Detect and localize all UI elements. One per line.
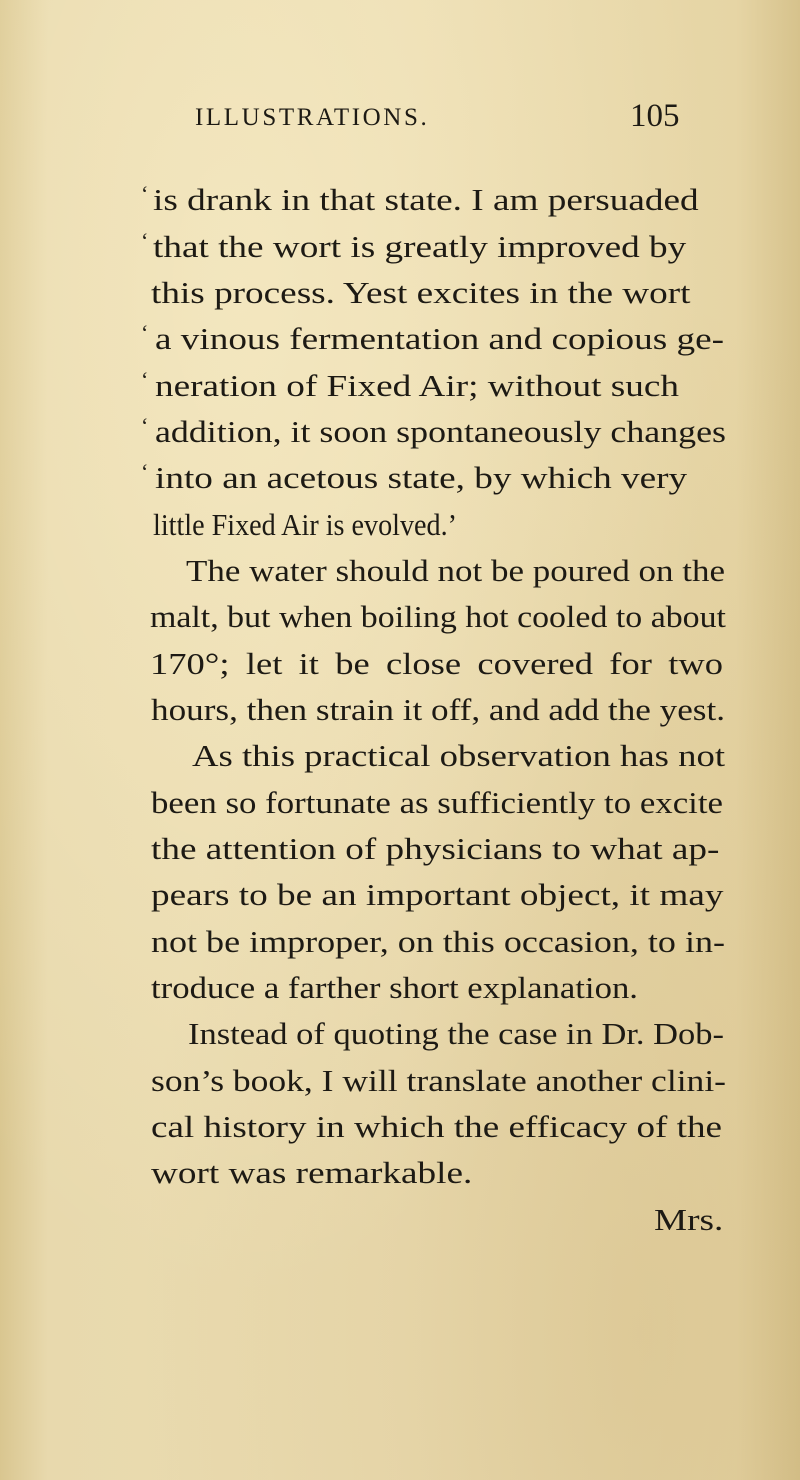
quote-mark: ‘ [141,367,149,392]
line-text: addition, it soon spontaneously changes [155,415,726,449]
line-text: son’s book, I will translate another clini- [151,1064,727,1098]
line-text: little Fixed Air is evolved.’ [153,508,457,542]
text-line [151,878,724,912]
line-text: pears to be an important object, it may [151,878,724,912]
line-text: into an acetous state, by which very [155,461,688,495]
line-text: cal history in which the efficacy of the [151,1110,722,1144]
quote-mark: ‘ [141,459,149,484]
text-line [150,647,723,681]
text-line [151,1156,473,1190]
line-text: 170°; let it be close covered for two [150,647,723,681]
catchword-text: Mrs. [654,1203,724,1237]
text-line [141,320,725,356]
quote-mark: ‘ [141,181,149,206]
line-text: the attention of physicians to what ap- [151,832,720,866]
line-text: wort was remarkable. [151,1156,473,1190]
line-text: The water should not be poured on the [186,554,726,588]
line-text: troduce a farther short explanation. [151,971,638,1005]
text-line [186,554,726,588]
text-line [192,739,726,773]
line-text: is drank in that state. I am persuaded [153,183,699,217]
line-text: As this practical observation has not [192,739,726,773]
text-line [188,1017,725,1051]
quote-mark: ‘ [141,228,149,253]
text-line [151,1064,727,1098]
quote-mark: ‘ [141,320,149,345]
text-line [151,786,723,820]
text-line [151,832,720,866]
text-line [153,510,483,541]
line-text: this process. Yest excites in the wort [151,276,691,310]
line-text: a vinous fermentation and copious ge- [155,322,725,356]
text-line [141,367,679,403]
line-text: not be improper, on this occasion, to in- [151,925,725,959]
line-text: hours, then strain it off, and add the yest. [151,693,726,727]
text-line [141,181,699,217]
text-line [151,925,725,959]
quote-mark: ‘ [141,413,149,438]
text-line [150,600,726,634]
text-line [151,276,691,310]
text-line [141,413,726,449]
line-text: neration of Fixed Air; without such [155,369,679,403]
line-text: that the wort is greatly improved by [153,230,687,264]
text-line [151,1110,722,1144]
text-line [151,693,726,727]
line-text: Instead of quoting the case in Dr. Dob- [188,1017,725,1051]
text-line [151,971,638,1005]
catchword [654,1203,724,1237]
line-text: been so fortunate as sufficiently to excite [151,786,723,820]
running-head: ILLUSTRATIONS. [195,104,430,131]
page-number: 105 [630,98,680,134]
line-text: malt, but when boiling hot cooled to about [150,600,726,634]
text-line [141,228,687,264]
text-line [141,459,688,495]
